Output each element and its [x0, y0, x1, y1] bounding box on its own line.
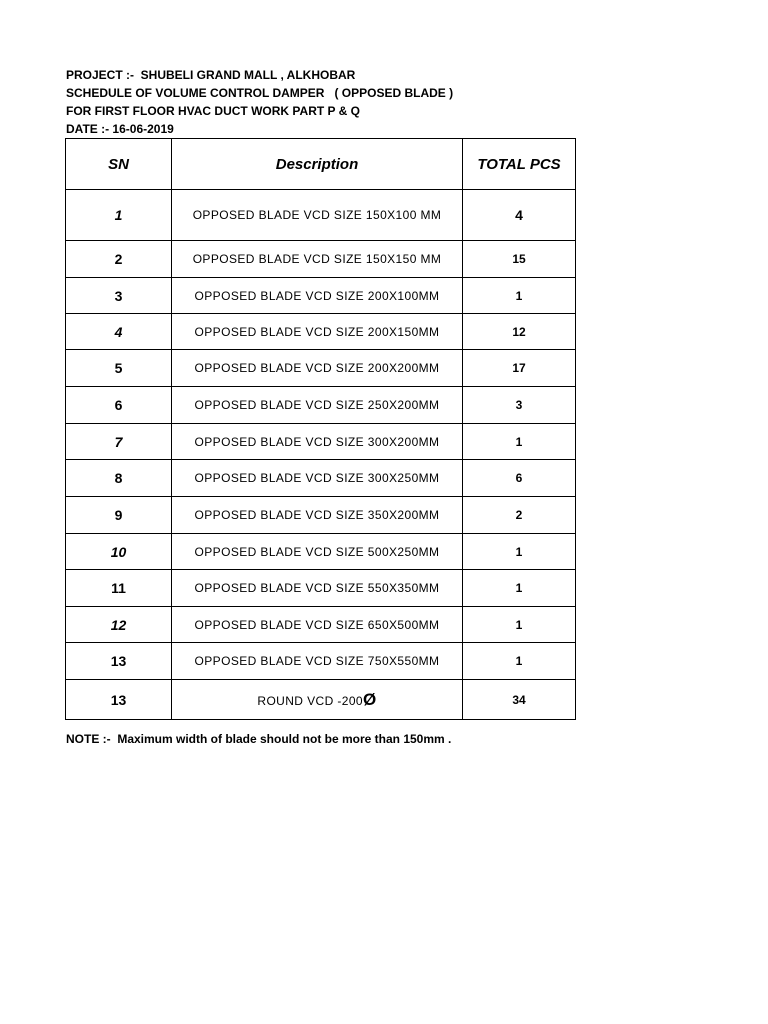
cell-total-pcs: 15 — [463, 241, 576, 278]
cell-sn: 2 — [66, 241, 172, 278]
date-line: DATE :- 16-06-2019 — [66, 122, 174, 136]
table-row — [66, 241, 576, 278]
table-row — [66, 570, 576, 607]
cell-sn: 10 — [66, 534, 172, 570]
cell-description: OPPOSED BLADE VCD SIZE 650X500MM — [172, 607, 463, 643]
cell-description: OPPOSED BLADE VCD SIZE 300X200MM — [172, 424, 463, 460]
table-row — [66, 534, 576, 570]
cell-description: OPPOSED BLADE VCD SIZE 250X200MM — [172, 387, 463, 424]
cell-description: OPPOSED BLADE VCD SIZE 200X150MM — [172, 314, 463, 350]
cell-description: OPPOSED BLADE VCD SIZE 300X250MM — [172, 460, 463, 497]
table-row — [66, 607, 576, 643]
cell-total-pcs: 1 — [463, 424, 576, 460]
cell-total-pcs: 1 — [463, 643, 576, 680]
table-row — [66, 387, 576, 424]
column-header-sn: SN — [66, 139, 172, 190]
table-row — [66, 350, 576, 387]
cell-description: OPPOSED BLADE VCD SIZE 550X350MM — [172, 570, 463, 607]
table-row — [66, 278, 576, 314]
schedule-title: SCHEDULE OF VOLUME CONTROL DAMPER ( OPPOSED BLADE ) — [66, 86, 454, 100]
cell-description: OPPOSED BLADE VCD SIZE 500X250MM — [172, 534, 463, 570]
cell-description: OPPOSED BLADE VCD SIZE 150X150 MM — [172, 241, 463, 278]
cell-total-pcs: 2 — [463, 497, 576, 534]
cell-total-pcs: 1 — [463, 570, 576, 607]
cell-total-pcs: 3 — [463, 387, 576, 424]
cell-description: OPPOSED BLADE VCD SIZE 750X550MM — [172, 643, 463, 680]
cell-sn: 8 — [66, 460, 172, 497]
project-title: PROJECT :- SHUBELI GRAND MALL , ALKHOBAR — [66, 68, 356, 82]
cell-sn: 12 — [66, 607, 172, 643]
cell-sn: 7 — [66, 424, 172, 460]
cell-sn: 6 — [66, 387, 172, 424]
cell-total-pcs: 12 — [463, 314, 576, 350]
cell-description: OPPOSED BLADE VCD SIZE 200X200MM — [172, 350, 463, 387]
document-header — [66, 66, 453, 138]
cell-sn: 11 — [66, 570, 172, 607]
note-text: NOTE :- Maximum width of blade should not be more than 150mm . — [66, 732, 452, 746]
scope-line: FOR FIRST FLOOR HVAC DUCT WORK PART P & Q — [66, 104, 360, 118]
column-header-description: Description — [172, 139, 463, 190]
cell-sn: 13 — [66, 680, 172, 720]
table-row — [66, 460, 576, 497]
damper-schedule-table — [65, 138, 576, 720]
cell-sn: 4 — [66, 314, 172, 350]
table-row — [66, 643, 576, 680]
cell-description — [172, 680, 463, 720]
cell-sn: 5 — [66, 350, 172, 387]
cell-sn: 9 — [66, 497, 172, 534]
cell-total-pcs: 1 — [463, 278, 576, 314]
cell-total-pcs: 4 — [463, 190, 576, 241]
table-header-row — [66, 139, 576, 190]
cell-sn: 1 — [66, 190, 172, 241]
column-header-total-pcs: TOTAL PCS — [463, 139, 576, 190]
round-vcd-label: ROUND VCD -200 — [257, 693, 363, 708]
cell-total-pcs: 6 — [463, 460, 576, 497]
diameter-symbol: Ø — [363, 689, 377, 709]
cell-total-pcs: 1 — [463, 607, 576, 643]
table-row — [66, 190, 576, 241]
cell-description: OPPOSED BLADE VCD SIZE 200X100MM — [172, 278, 463, 314]
cell-total-pcs: 17 — [463, 350, 576, 387]
table-row — [66, 424, 576, 460]
cell-description: OPPOSED BLADE VCD SIZE 150X100 MM — [172, 190, 463, 241]
table-row — [66, 497, 576, 534]
cell-total-pcs: 34 — [463, 680, 576, 720]
table-row — [66, 680, 576, 720]
cell-sn: 13 — [66, 643, 172, 680]
cell-sn: 3 — [66, 278, 172, 314]
cell-description: OPPOSED BLADE VCD SIZE 350X200MM — [172, 497, 463, 534]
table-row — [66, 314, 576, 350]
cell-total-pcs: 1 — [463, 534, 576, 570]
